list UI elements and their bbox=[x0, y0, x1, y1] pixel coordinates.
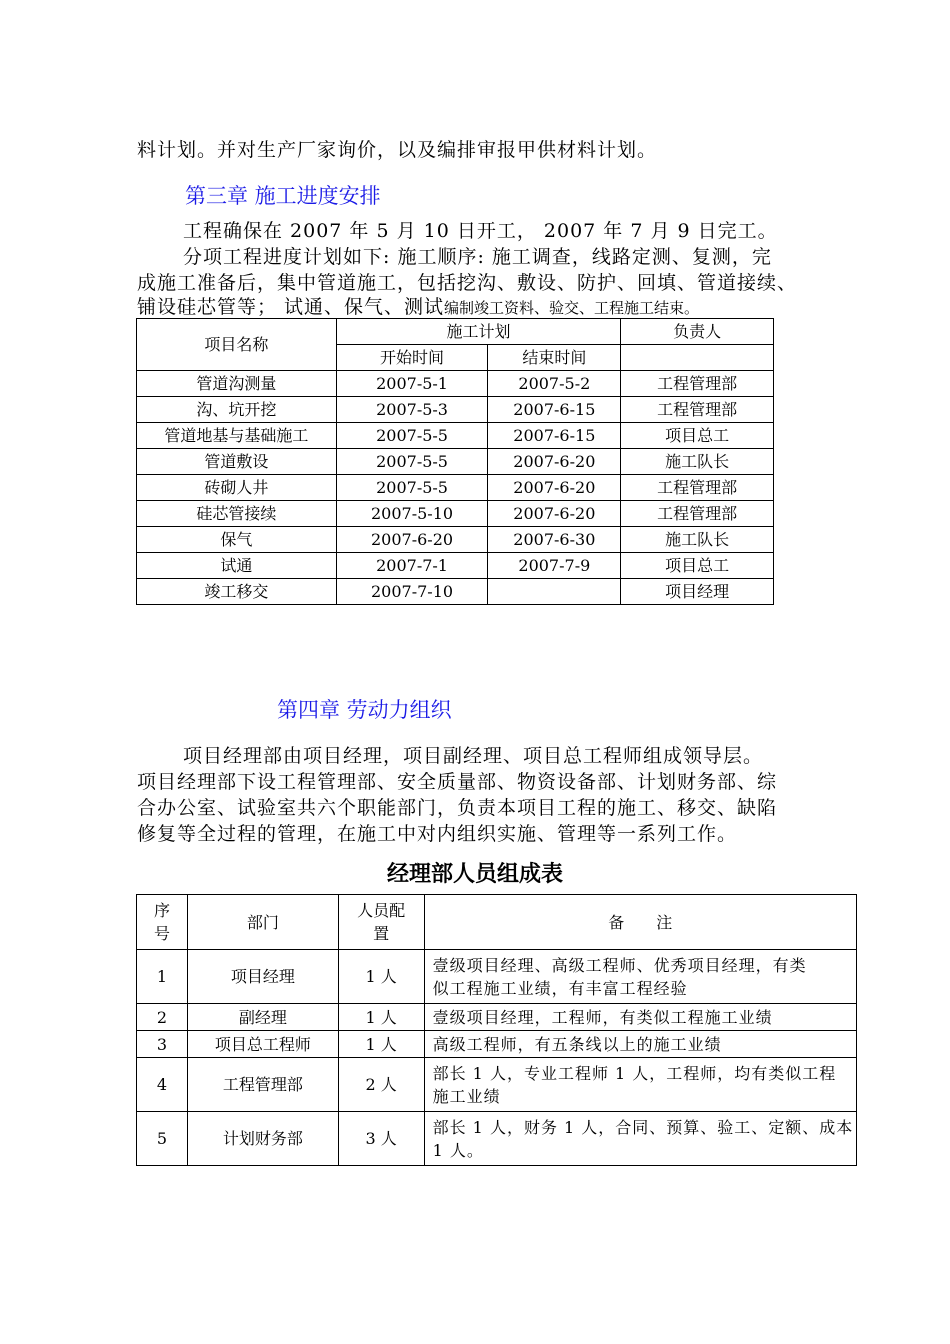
table-row bbox=[137, 423, 774, 449]
table-row bbox=[137, 1058, 857, 1112]
schedule-cell-start: 2007-7-1 bbox=[336, 553, 488, 579]
schedule-cell-start: 2007-6-20 bbox=[336, 527, 488, 553]
chapter3-para2-line3-small: 编制竣工资料、验交、工程施工结束。 bbox=[444, 299, 700, 317]
chapter4-line1: 项目经理部由项目经理，项目副经理、项目总工程师组成领导层。 bbox=[183, 745, 764, 767]
schedule-cell-owner: 工程管理部 bbox=[621, 475, 774, 501]
schedule-header-end: 结束时间 bbox=[488, 345, 621, 371]
staff-cell-count: 2 人 bbox=[338, 1058, 424, 1112]
staff-header-count bbox=[338, 895, 424, 950]
table-row bbox=[137, 475, 774, 501]
schedule-cell-start: 2007-5-1 bbox=[336, 371, 488, 397]
chapter3-para1: 工程确保在 2007 年 5 月 10 日开工， 2007 年 7 月 9 日完工。 bbox=[183, 220, 778, 242]
schedule-cell-start: 2007-5-5 bbox=[336, 475, 488, 501]
staff-table-title: 经理部人员组成表 bbox=[386, 862, 563, 887]
staff-cell-dept: 副经理 bbox=[187, 1004, 338, 1031]
schedule-header-plan: 施工计划 bbox=[336, 319, 621, 345]
schedule-cell-owner: 项目总工 bbox=[621, 553, 774, 579]
table-row bbox=[137, 397, 774, 423]
table-row bbox=[137, 527, 774, 553]
staff-note-line2: 似工程施工业绩，有丰富工程经验 bbox=[432, 978, 688, 998]
staff-header-seq bbox=[137, 895, 188, 950]
chapter4-line4: 修复等全过程的管理，在施工中对内组织实施、管理等一系列工作。 bbox=[137, 823, 738, 845]
table-row bbox=[137, 371, 774, 397]
schedule-cell-name: 砖砌人井 bbox=[137, 475, 337, 501]
schedule-cell-owner: 施工队长 bbox=[621, 527, 774, 553]
staff-note-line2: 施工业绩 bbox=[432, 1086, 501, 1106]
chapter4-line2: 项目经理部下设工程管理部、安全质量部、物资设备部、计划财务部、综 bbox=[137, 771, 778, 793]
schedule-cell-owner: 施工队长 bbox=[621, 449, 774, 475]
schedule-cell-start: 2007-5-5 bbox=[336, 449, 488, 475]
schedule-cell-end: 2007-6-15 bbox=[488, 397, 621, 423]
staff-cell-seq: 3 bbox=[137, 1031, 188, 1058]
schedule-cell-owner: 项目经理 bbox=[621, 579, 774, 605]
staff-cell-count: 1 人 bbox=[338, 950, 424, 1004]
staff-header-seq-2: 号 bbox=[153, 924, 170, 943]
staff-cell-dept: 项目经理 bbox=[187, 950, 338, 1004]
staff-note-line2: 1 人。 bbox=[432, 1140, 484, 1160]
schedule-cell-owner: 项目总工 bbox=[621, 423, 774, 449]
schedule-header-name: 项目名称 bbox=[137, 319, 337, 371]
schedule-cell-name: 竣工移交 bbox=[137, 579, 337, 605]
intro-tail-text: 料计划。并对生产厂家询价，以及编排审报甲供材料计划。 bbox=[137, 139, 658, 161]
table-row bbox=[137, 1004, 857, 1031]
table-row bbox=[137, 1031, 857, 1058]
chapter3-para2-line3 bbox=[137, 294, 699, 321]
chapter3-para2-line2: 成施工准备后，集中管道施工，包括挖沟、敷设、防护、回填、管道接续、 bbox=[137, 272, 798, 294]
schedule-cell-owner: 工程管理部 bbox=[621, 371, 774, 397]
schedule-cell-name: 保气 bbox=[137, 527, 337, 553]
schedule-header-empty bbox=[621, 345, 774, 371]
schedule-table bbox=[136, 318, 774, 605]
schedule-cell-end bbox=[488, 579, 621, 605]
staff-note-line1: 部长 1 人，财务 1 人，合同、预算、验工、定额、成本 bbox=[432, 1117, 854, 1137]
staff-header-dept: 部门 bbox=[187, 895, 338, 950]
staff-note-line1: 壹级项目经理、高级工程师、优秀项目经理，有类 bbox=[432, 955, 807, 975]
staff-table bbox=[136, 894, 857, 1166]
table-row bbox=[137, 950, 857, 1004]
table-row bbox=[137, 501, 774, 527]
staff-header-count-1: 人员配 bbox=[357, 901, 406, 920]
schedule-cell-start: 2007-5-10 bbox=[336, 501, 488, 527]
schedule-cell-start: 2007-5-3 bbox=[336, 397, 488, 423]
staff-cell-count: 1 人 bbox=[338, 1031, 424, 1058]
staff-header-note: 备 注 bbox=[424, 895, 856, 950]
staff-note-line1: 部长 1 人，专业工程师 1 人，工程师，均有类似工程 bbox=[432, 1063, 837, 1083]
staff-cell-seq: 4 bbox=[137, 1058, 188, 1112]
staff-cell-note bbox=[424, 1112, 856, 1166]
schedule-cell-name: 管道敷设 bbox=[137, 449, 337, 475]
staff-header-seq-1: 序 bbox=[153, 901, 170, 920]
staff-cell-seq: 2 bbox=[137, 1004, 188, 1031]
staff-cell-dept: 工程管理部 bbox=[187, 1058, 338, 1112]
schedule-cell-end: 2007-6-20 bbox=[488, 501, 621, 527]
schedule-cell-name: 管道沟测量 bbox=[137, 371, 337, 397]
schedule-cell-name: 沟、坑开挖 bbox=[137, 397, 337, 423]
staff-cell-note bbox=[424, 950, 856, 1004]
schedule-cell-end: 2007-6-15 bbox=[488, 423, 621, 449]
schedule-cell-end: 2007-6-30 bbox=[488, 527, 621, 553]
schedule-header-start: 开始时间 bbox=[336, 345, 488, 371]
chapter4-heading: 第四章 劳动力组织 bbox=[277, 698, 452, 722]
schedule-cell-name: 硅芯管接续 bbox=[137, 501, 337, 527]
table-row bbox=[137, 1112, 857, 1166]
schedule-cell-end: 2007-5-2 bbox=[488, 371, 621, 397]
table-row bbox=[137, 553, 774, 579]
chapter4-line3: 合办公室、试验室共六个职能部门，负责本项目工程的施工、移交、缺陷 bbox=[137, 797, 778, 819]
schedule-cell-end: 2007-6-20 bbox=[488, 449, 621, 475]
staff-cell-count: 1 人 bbox=[338, 1004, 424, 1031]
chapter3-heading: 第三章 施工进度安排 bbox=[185, 184, 381, 208]
schedule-cell-start: 2007-7-10 bbox=[336, 579, 488, 605]
staff-cell-dept: 计划财务部 bbox=[187, 1112, 338, 1166]
schedule-cell-name: 管道地基与基础施工 bbox=[137, 423, 337, 449]
staff-cell-note: 高级工程师，有五条线以上的施工业绩 bbox=[424, 1031, 856, 1058]
staff-cell-seq: 1 bbox=[137, 950, 188, 1004]
staff-cell-note: 壹级项目经理，工程师，有类似工程施工业绩 bbox=[424, 1004, 856, 1031]
staff-cell-count: 3 人 bbox=[338, 1112, 424, 1166]
schedule-header-owner: 负责人 bbox=[621, 319, 774, 345]
schedule-cell-name: 试通 bbox=[137, 553, 337, 579]
staff-cell-note bbox=[424, 1058, 856, 1112]
staff-header-count-2: 置 bbox=[373, 924, 390, 943]
schedule-cell-end: 2007-6-20 bbox=[488, 475, 621, 501]
staff-cell-dept: 项目总工程师 bbox=[187, 1031, 338, 1058]
schedule-cell-end: 2007-7-9 bbox=[488, 553, 621, 579]
schedule-cell-owner: 工程管理部 bbox=[621, 501, 774, 527]
chapter3-para2-line3-main: 铺设硅芯管等； 试通、保气、测试 bbox=[137, 296, 445, 318]
chapter3-para2-line1: 分项工程进度计划如下: 施工顺序: 施工调查，线路定测、复测，完 bbox=[183, 246, 772, 268]
table-row bbox=[137, 449, 774, 475]
table-row bbox=[137, 579, 774, 605]
schedule-cell-owner: 工程管理部 bbox=[621, 397, 774, 423]
schedule-cell-start: 2007-5-5 bbox=[336, 423, 488, 449]
staff-cell-seq: 5 bbox=[137, 1112, 188, 1166]
